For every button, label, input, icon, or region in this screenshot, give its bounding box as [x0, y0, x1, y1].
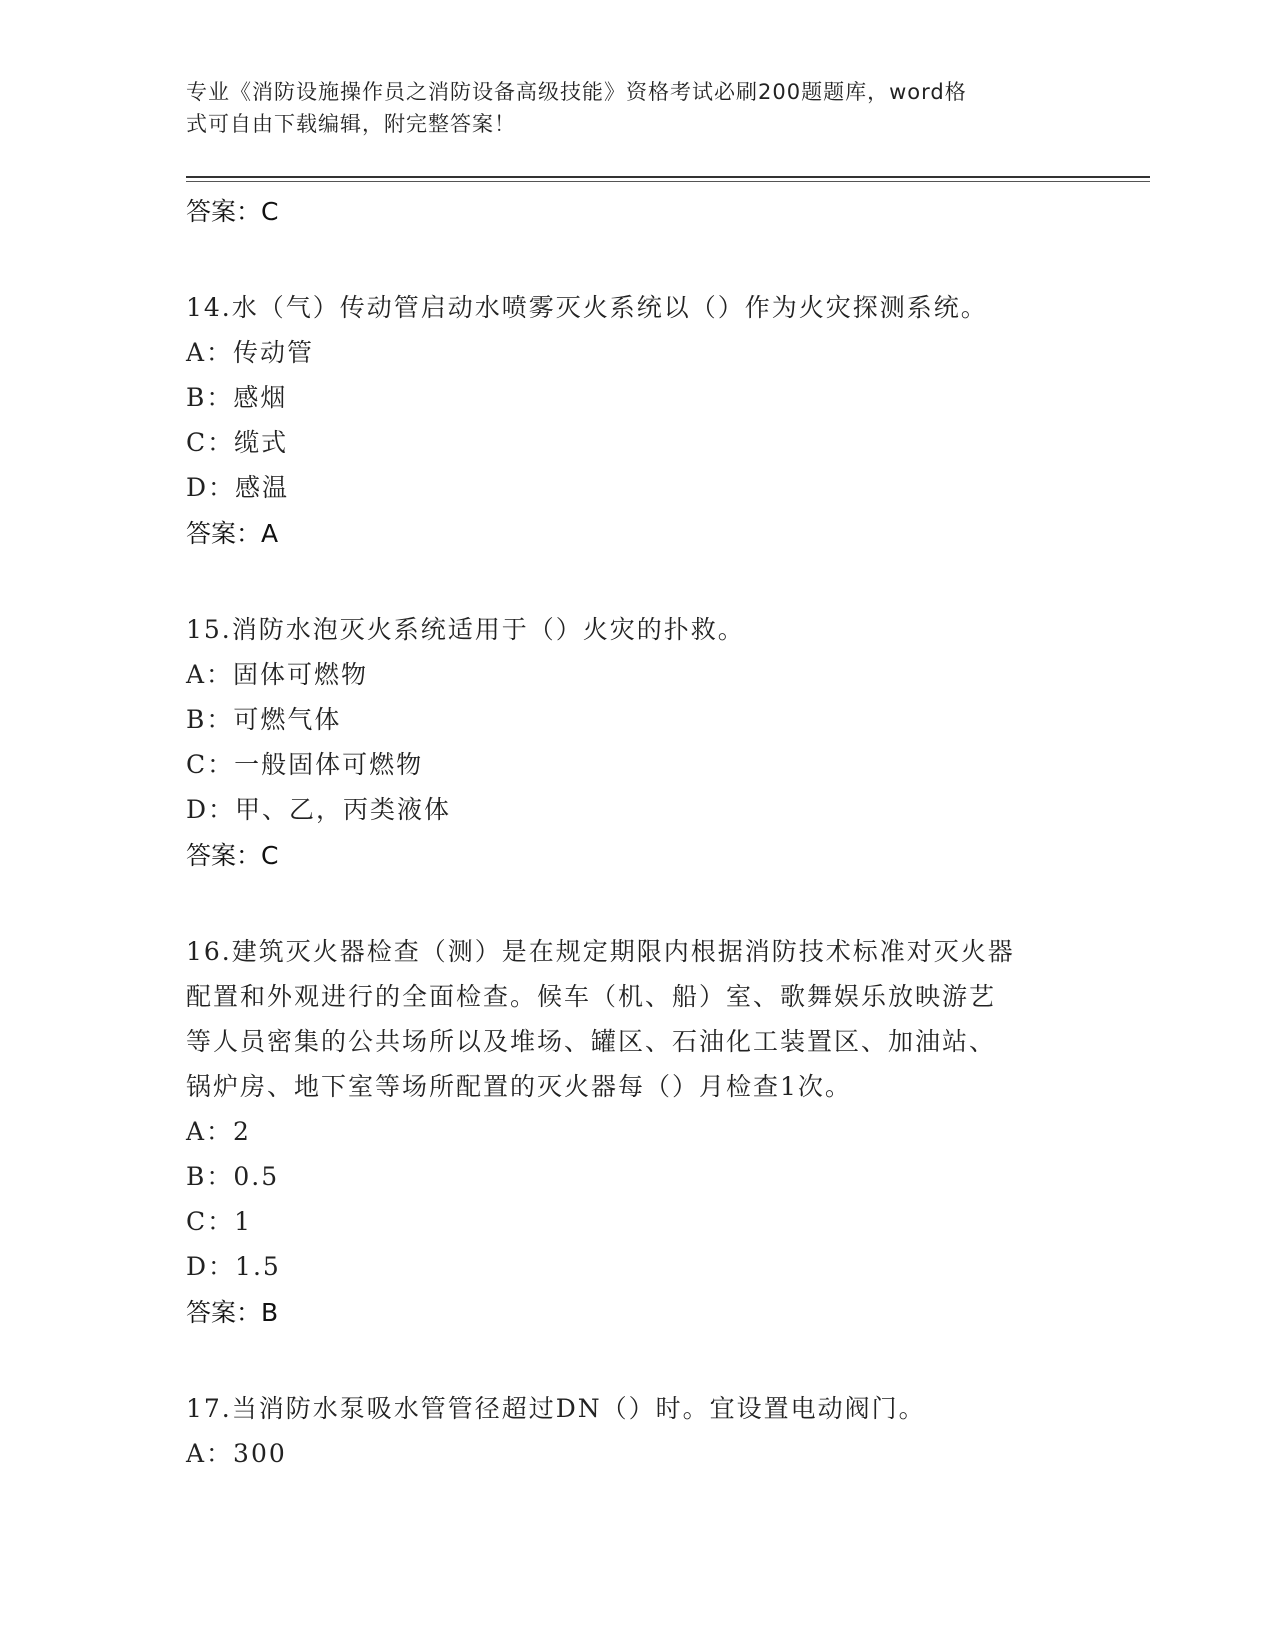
question-stem: 15.消防水泡灭火系统适用于（）火灾的扑救。 — [186, 615, 745, 644]
question-stem-line-4: 锅炉房、地下室等场所配置的灭火器每（）月检查1次。 — [186, 1072, 852, 1101]
question-stem-line-1: 16.建筑灭火器检查（测）是在规定期限内根据消防技术标准对灭火器 — [186, 937, 1015, 966]
question-17 — [186, 1386, 1086, 1476]
question-stem-line-3: 等人员密集的公共场所以及堆场、罐区、石油化工装置区、加油站、 — [186, 1027, 997, 1056]
option-a: A：传动管 — [186, 338, 315, 367]
option-d: D：1.5 — [186, 1252, 281, 1281]
option-c: C：一般固体可燃物 — [186, 750, 424, 779]
question-15 — [186, 607, 1086, 876]
question-stem: 17.当消防水泵吸水管管径超过DN（）时。宜设置电动阀门。 — [186, 1394, 926, 1423]
option-b: B：感烟 — [186, 383, 288, 412]
question-stem-line-2: 配置和外观进行的全面检查。候车（机、船）室、歌舞娱乐放映游艺 — [186, 982, 997, 1011]
option-d: D：感温 — [186, 473, 290, 502]
answer-line: 答案：B — [186, 1298, 279, 1327]
answer-line: 答案：A — [186, 519, 279, 548]
option-b: B：可燃气体 — [186, 705, 342, 734]
spacer — [186, 876, 1086, 929]
question-stem: 14.水（气）传动管启动水喷雾灭火系统以（）作为火灾探测系统。 — [186, 293, 988, 322]
option-d: D：甲、乙，丙类液体 — [186, 795, 452, 824]
option-c: C：1 — [186, 1207, 253, 1236]
spacer — [186, 232, 1086, 285]
spacer — [186, 1333, 1086, 1386]
document-header — [186, 76, 1066, 140]
answer-line: 答案：C — [186, 197, 279, 226]
option-a: A：固体可燃物 — [186, 660, 369, 689]
option-a: A：300 — [186, 1439, 287, 1468]
header-divider — [186, 176, 1150, 178]
header-divider-thin — [186, 181, 1150, 182]
answer-line: 答案：C — [186, 841, 279, 870]
header-line-2: 式可自由下载编辑，附完整答案！ — [186, 112, 516, 136]
question-16 — [186, 929, 1086, 1333]
option-a: A：2 — [186, 1117, 251, 1146]
option-b: B：0.5 — [186, 1162, 280, 1191]
question-list — [186, 188, 1086, 1476]
spacer — [186, 554, 1086, 607]
question-14 — [186, 285, 1086, 554]
option-c: C：缆式 — [186, 428, 289, 457]
header-line-1: 专业《消防设施操作员之消防设备高级技能》资格考试必刷200题题库，word格 — [186, 80, 967, 104]
